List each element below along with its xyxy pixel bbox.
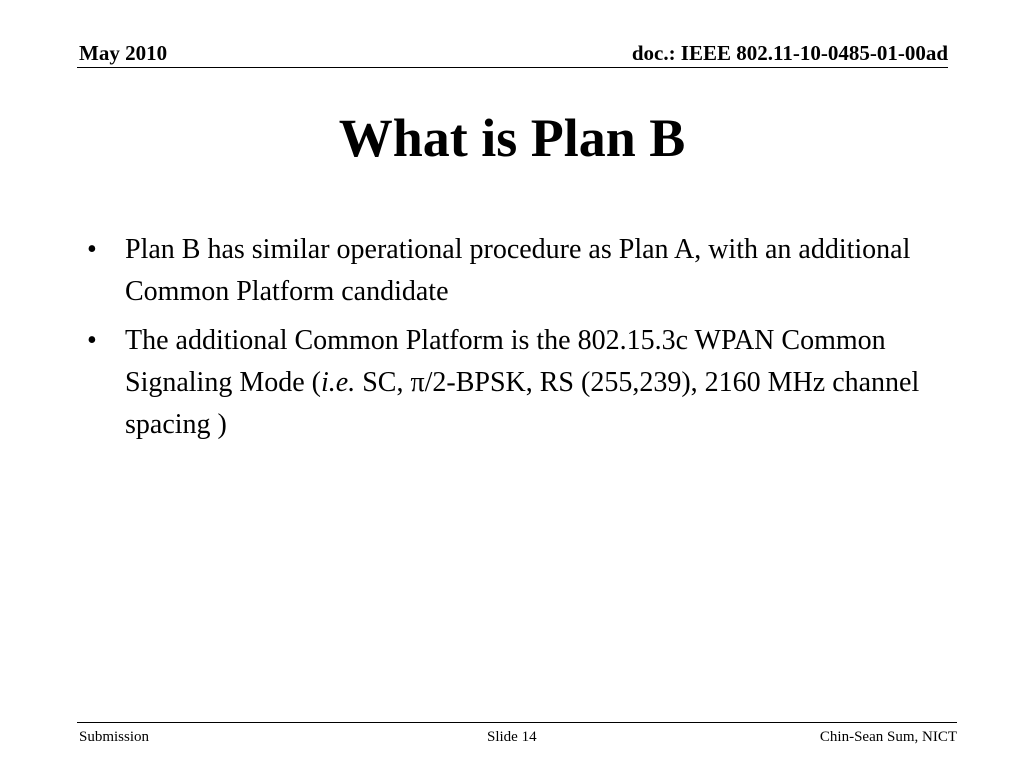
footer-slide-number: Slide 14: [487, 729, 537, 745]
header-divider: [77, 67, 948, 68]
bullet-list: [85, 229, 945, 453]
footer-author: Chin-Sean Sum, NICT: [819, 729, 957, 745]
bullet-item: [85, 229, 945, 313]
bullet-dot-icon: •: [87, 234, 97, 265]
bullet-item: [85, 320, 945, 446]
bullet-text: [125, 325, 919, 440]
bullet-dot-icon: •: [87, 325, 97, 356]
footer-divider: [77, 722, 957, 723]
bullet-text-part: The additional Common Platform is the 802.15.3c WPAN Common Signaling Mode (: [125, 325, 886, 398]
bullet-text-italic: i.e.: [321, 367, 356, 398]
header-date: May 2010: [79, 41, 168, 65]
bullet-text-part: SC, π/2-BPSK, RS (255,239), 2160 MHz channel spacing ): [125, 367, 920, 440]
bullet-text: Plan B has similar operational procedure as Plan A, with an additional Common Platform candidate: [125, 234, 911, 307]
footer-submission: Submission: [79, 729, 150, 745]
slide-title: What is Plan B: [338, 108, 686, 168]
header-doc-id: doc.: IEEE 802.11-10-0485-01-00ad: [631, 41, 948, 65]
